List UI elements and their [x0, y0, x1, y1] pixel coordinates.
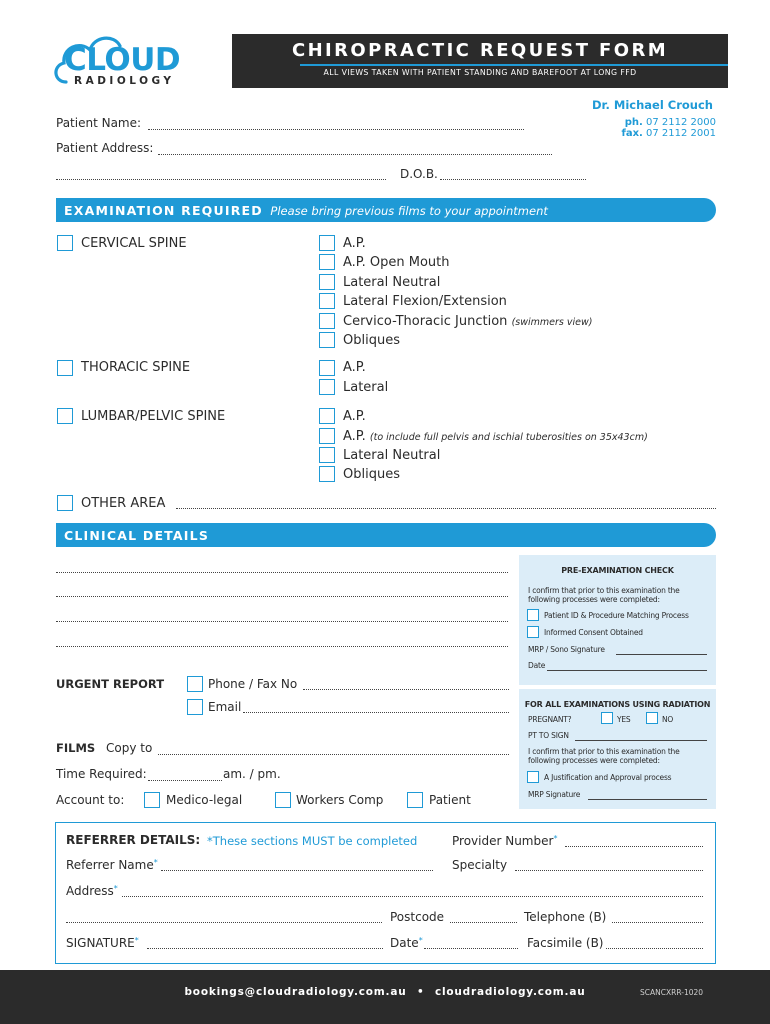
dob-field[interactable]	[440, 179, 586, 180]
pregnant-yes-label: YES	[617, 715, 631, 724]
clinical-bar	[56, 523, 716, 547]
mrp-signature-label: MRP Signature	[528, 790, 581, 799]
cervical-lateral-neutral-label: Lateral Neutral	[343, 275, 441, 290]
cervico-thoracic-label	[343, 314, 592, 329]
cervical-ap-open-mouth-label: A.P. Open Mouth	[343, 255, 450, 270]
referrer-address-label	[66, 884, 118, 898]
checkbox-lumbar-obliques[interactable]	[319, 466, 335, 482]
checkbox-lumbar-ap-full-pelvis[interactable]	[319, 428, 335, 444]
referrer-date-label	[390, 936, 423, 950]
pre-exam-date-field[interactable]	[547, 670, 707, 671]
checkbox-lumbar-spine[interactable]	[57, 408, 73, 424]
clinical-line-1[interactable]	[56, 572, 508, 573]
checkbox-workers-comp[interactable]	[275, 792, 291, 808]
postcode-label: Postcode	[390, 910, 445, 924]
doctor-fax	[560, 128, 716, 139]
copy-to-label: Copy to	[106, 741, 153, 755]
rad-intro-1: I confirm that prior to this examination the	[528, 747, 680, 756]
specialty-field[interactable]	[515, 870, 703, 871]
other-area-field[interactable]	[176, 508, 716, 509]
checkbox-patient[interactable]	[407, 792, 423, 808]
dob-label: D.O.B.	[400, 167, 438, 181]
telephone-field[interactable]	[612, 922, 703, 923]
referrer-must-note: *These sections MUST be completed	[207, 834, 418, 848]
pregnant-no-label: NO	[662, 715, 674, 724]
referrer-address-field-2[interactable]	[66, 922, 382, 923]
lumbar-note: (to include full pelvis and ischial tuberosities on 35x43cm)	[369, 432, 648, 443]
logo-text-cloud: CLOUD	[64, 42, 181, 78]
workers-comp-label: Workers Comp	[296, 793, 384, 807]
checkbox-cervical-ap[interactable]	[319, 235, 335, 251]
lumbar-spine-label: LUMBAR/PELVIC SPINE	[81, 409, 226, 424]
provider-number-text: Provider Number	[452, 834, 554, 848]
films-label: FILMS	[56, 741, 96, 755]
cervical-flexion-label: Lateral Flexion/Extension	[343, 294, 507, 309]
checkbox-justification[interactable]	[527, 771, 539, 783]
mrp-sono-field[interactable]	[616, 654, 707, 655]
required-star: *	[153, 858, 158, 867]
consent-label: Informed Consent Obtained	[544, 628, 643, 637]
referrer-name-label	[66, 858, 158, 872]
pre-exam-date-label: Date	[528, 661, 546, 670]
account-to-label: Account to:	[56, 793, 125, 807]
patient-address-field[interactable]	[158, 154, 552, 155]
referrer-address-text: Address	[66, 884, 114, 898]
logo-text-radiology: RADIOLOGY	[74, 75, 175, 87]
form-subtitle: ALL VIEWS TAKEN WITH PATIENT STANDING AND BAREFOOT AT LONG FFD	[323, 68, 637, 77]
postcode-field[interactable]	[450, 922, 517, 923]
clinical-line-2[interactable]	[56, 596, 508, 597]
lumbar-obliques-label: Obliques	[343, 467, 400, 482]
checkbox-pregnant-no[interactable]	[646, 712, 658, 724]
signature-text: SIGNATURE	[66, 936, 135, 950]
email-label: Email	[208, 700, 242, 714]
patient-address-label: Patient Address:	[56, 141, 154, 155]
referrer-name-field[interactable]	[161, 870, 433, 871]
referrer-date-text: Date	[390, 936, 419, 950]
thoracic-ap-label: A.P.	[343, 360, 366, 375]
patient-name-label: Patient Name:	[56, 116, 142, 130]
patient-account-label: Patient	[429, 793, 471, 807]
clinical-line-4[interactable]	[56, 646, 508, 647]
checkbox-thoracic-spine[interactable]	[57, 360, 73, 376]
facsimile-label: Facsimile (B)	[527, 936, 604, 950]
phone-value: 07 2112 2000	[646, 117, 716, 128]
mrp-sono-label: MRP / Sono Signature	[528, 645, 605, 654]
fax-value: 07 2112 2001	[646, 128, 716, 139]
time-required-label: Time Required:	[56, 767, 147, 781]
checkbox-cervical-obliques[interactable]	[319, 332, 335, 348]
urgent-report-label: URGENT REPORT	[56, 677, 165, 691]
exam-bar	[56, 198, 716, 222]
checkbox-pregnant-yes[interactable]	[601, 712, 613, 724]
time-required-field[interactable]	[148, 780, 222, 781]
medico-legal-label: Medico-legal	[166, 793, 243, 807]
clinical-title: CLINICAL DETAILS	[64, 528, 210, 543]
phone-fax-field[interactable]	[303, 689, 509, 690]
required-star: *	[553, 834, 558, 843]
mrp-signature-field[interactable]	[588, 799, 707, 800]
cervical-spine-label: CERVICAL SPINE	[81, 236, 187, 251]
checkbox-phone-fax[interactable]	[187, 676, 203, 692]
exam-note: Please bring previous films to your appointment	[270, 204, 548, 218]
required-star: *	[134, 936, 139, 945]
doctor-name: Dr. Michael Crouch	[591, 98, 713, 112]
footer-separator: •	[416, 986, 425, 998]
specialty-label: Specialty	[452, 858, 508, 872]
footer-website[interactable]: cloudradiology.com.au	[434, 986, 586, 998]
pre-exam-intro-1: I confirm that prior to this examination the	[528, 586, 680, 595]
referrer-date-field[interactable]	[424, 948, 518, 949]
checkbox-lumbar-ap[interactable]	[319, 408, 335, 424]
checkbox-other-area[interactable]	[57, 495, 73, 511]
patient-address-field-2[interactable]	[56, 179, 386, 180]
provider-number-field[interactable]	[565, 846, 703, 847]
checkbox-patient-id[interactable]	[527, 609, 539, 621]
checkbox-lumbar-lateral-neutral[interactable]	[319, 447, 335, 463]
thoracic-lateral-label: Lateral	[343, 380, 389, 395]
pre-exam-title: PRE-EXAMINATION CHECK	[561, 566, 674, 575]
required-star: *	[113, 884, 118, 893]
checkbox-consent[interactable]	[527, 626, 539, 638]
referrer-name-text: Referrer Name	[66, 858, 154, 872]
form-title: CHIROPRACTIC REQUEST FORM	[291, 40, 669, 61]
referrer-address-field[interactable]	[122, 896, 703, 897]
checkbox-cervico-thoracic[interactable]	[319, 313, 335, 329]
thoracic-spine-label: THORACIC SPINE	[81, 360, 191, 375]
checkbox-thoracic-lateral[interactable]	[319, 379, 335, 395]
pt-sign-field[interactable]	[575, 740, 707, 741]
checkbox-cervical-lateral-neutral[interactable]	[319, 274, 335, 290]
checkbox-medico-legal[interactable]	[144, 792, 160, 808]
pre-exam-intro-2: following processes were completed:	[528, 595, 660, 604]
provider-number-label	[452, 834, 557, 848]
patient-name-field[interactable]	[148, 129, 524, 130]
checkbox-thoracic-ap[interactable]	[319, 360, 335, 376]
checkbox-cervical-spine[interactable]	[57, 235, 73, 251]
email-field[interactable]	[243, 712, 509, 713]
lumbar-ap-full-text: A.P.	[343, 429, 366, 444]
header-accent-line	[300, 64, 728, 66]
referrer-title: REFERRER DETAILS:	[66, 833, 201, 847]
cervical-obliques-label: Obliques	[343, 333, 400, 348]
ampm-label: am. / pm.	[223, 767, 281, 781]
copy-to-field[interactable]	[158, 754, 509, 755]
required-star: *	[418, 936, 423, 945]
swimmers-note: (swimmers view)	[511, 317, 593, 328]
fax-label: fax.	[621, 128, 643, 139]
logo	[50, 30, 200, 90]
clinical-line-3[interactable]	[56, 621, 508, 622]
doctor-phone	[560, 117, 716, 128]
footer-email[interactable]: bookings@cloudradiology.com.au	[184, 986, 407, 998]
lumbar-lateral-neutral-label: Lateral Neutral	[343, 448, 441, 463]
signature-field[interactable]	[147, 948, 383, 949]
lumbar-ap-label: A.P.	[343, 409, 366, 424]
pt-sign-label: PT TO SIGN	[528, 731, 569, 740]
checkbox-email[interactable]	[187, 699, 203, 715]
patient-id-label: Patient ID & Procedure Matching Process	[544, 611, 689, 620]
checkbox-cervical-flexion[interactable]	[319, 293, 335, 309]
lumbar-ap-full-label	[343, 429, 648, 444]
rad-intro-2: following processes were completed:	[528, 756, 660, 765]
phone-fax-label: Phone / Fax No	[208, 677, 298, 691]
form-code: SCANCXRR-1020	[640, 988, 704, 997]
cervical-ap-label: A.P.	[343, 236, 366, 251]
radiation-title: FOR ALL EXAMINATIONS USING RADIATION	[524, 700, 711, 709]
facsimile-field[interactable]	[606, 948, 703, 949]
cervico-thoracic-text: Cervico-Thoracic Junction	[343, 314, 508, 329]
justification-label: A Justification and Approval process	[544, 773, 672, 782]
other-area-label: OTHER AREA	[81, 496, 166, 511]
checkbox-cervical-ap-open-mouth[interactable]	[319, 254, 335, 270]
phone-label: ph.	[624, 117, 643, 128]
exam-title: EXAMINATION REQUIRED	[64, 203, 263, 218]
signature-label	[66, 936, 139, 950]
pregnant-label: PREGNANT?	[528, 715, 572, 724]
telephone-label: Telephone (B)	[524, 910, 607, 924]
